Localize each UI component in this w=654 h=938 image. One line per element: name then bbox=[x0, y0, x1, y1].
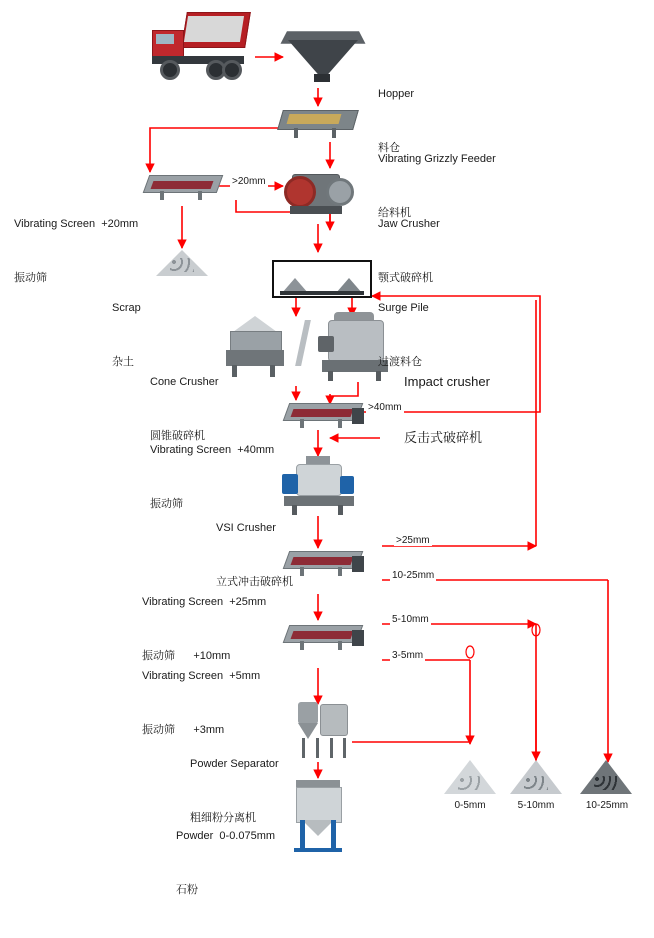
size-label-gt40mm: >40mm bbox=[368, 402, 402, 413]
label-powder-cn: 石粉 bbox=[176, 883, 198, 896]
scrap-pile-icon bbox=[156, 250, 208, 276]
powder-separator-icon bbox=[292, 702, 356, 764]
label-vsi-crusher-en: VSI Crusher bbox=[216, 522, 276, 534]
caption-pile-10-25mm: 10-25mm bbox=[585, 800, 629, 811]
label-cone-crusher-cn: 圆锥破碎机 bbox=[150, 429, 205, 442]
size-label-gt20mm: >20mm bbox=[232, 176, 266, 187]
vibrating-screen-25mm-icon bbox=[286, 548, 362, 578]
size-label-10-25mm: 10-25mm bbox=[392, 570, 435, 581]
label-surge-pile-cn: 过渡料仓 bbox=[378, 355, 422, 368]
label-hopper-cn: 料仓 bbox=[378, 141, 400, 154]
product-pile-0-5mm-icon bbox=[444, 760, 496, 794]
vibrating-screen-20mm-icon bbox=[146, 172, 222, 202]
label-powder-separator-cn: 粗细粉分离机 bbox=[190, 811, 256, 824]
product-pile-5-10mm-icon bbox=[510, 760, 562, 794]
label-screen-25mm-cn: 振动筛 +10mm bbox=[142, 649, 231, 662]
label-jaw-crusher-cn: 颚式破碎机 bbox=[378, 271, 433, 284]
vibrating-grizzly-feeder-icon bbox=[280, 106, 354, 138]
vibrating-screen-40mm-icon bbox=[286, 400, 362, 430]
caption-pile-0-5mm: 0-5mm bbox=[454, 800, 486, 811]
label-screen-40mm-en: Vibrating Screen +40mm bbox=[150, 444, 275, 456]
label-feeder-en: Vibrating Grizzly Feeder bbox=[378, 153, 496, 165]
size-label-5-10mm: 5-10mm bbox=[392, 614, 429, 625]
label-impact-crusher-en: Impact crusher bbox=[404, 374, 490, 389]
label-screen-40mm-cn: 振动筛 bbox=[150, 497, 183, 510]
label-powder bbox=[176, 790, 275, 938]
powder-silo-icon bbox=[292, 780, 344, 852]
label-surge-pile-en: Surge Pile bbox=[378, 302, 429, 314]
cone-crusher-icon bbox=[224, 316, 286, 378]
vibrating-screen-5mm-icon bbox=[286, 622, 362, 652]
caption-pile-5-10mm: 5-10mm bbox=[517, 800, 555, 811]
label-impact-crusher-cn: 反击式破碎机 bbox=[404, 430, 483, 446]
label-screen-25mm-en: Vibrating Screen +25mm bbox=[142, 596, 267, 608]
dump-truck-icon bbox=[150, 10, 246, 80]
label-powder-separator-en: Powder Separator bbox=[190, 758, 279, 770]
label-jaw-crusher-en: Jaw Crusher bbox=[378, 218, 440, 230]
jaw-crusher-icon bbox=[286, 168, 352, 218]
label-cone-crusher-en: Cone Crusher bbox=[150, 376, 219, 388]
size-label-gt25mm: >25mm bbox=[396, 535, 430, 546]
product-pile-10-25mm-icon bbox=[580, 760, 632, 794]
label-vsi-crusher-cn: 立式冲击破碎机 bbox=[216, 575, 293, 588]
label-screen-5mm-en: Vibrating Screen +5mm bbox=[142, 670, 261, 682]
label-screen-5mm-cn: 振动筛 +3mm bbox=[142, 723, 225, 736]
label-scrap-cn: 杂土 bbox=[112, 355, 134, 368]
label-scrap bbox=[112, 262, 141, 410]
label-screen-20mm-cn: 振动筛 bbox=[14, 271, 47, 284]
label-powder-en: Powder 0-0.075mm bbox=[176, 830, 276, 842]
label-hopper-en: Hopper bbox=[378, 88, 415, 100]
label-feeder-cn: 给料机 bbox=[378, 206, 411, 219]
surge-pile-icon bbox=[272, 260, 372, 298]
hopper-icon bbox=[284, 30, 362, 82]
label-screen-20mm-en: Vibrating Screen +20mm bbox=[14, 218, 139, 230]
divider-bar bbox=[295, 320, 311, 366]
label-scrap-en: Scrap bbox=[112, 302, 141, 314]
label-impact-crusher bbox=[404, 334, 490, 487]
size-label-3-5mm: 3-5mm bbox=[392, 650, 424, 661]
